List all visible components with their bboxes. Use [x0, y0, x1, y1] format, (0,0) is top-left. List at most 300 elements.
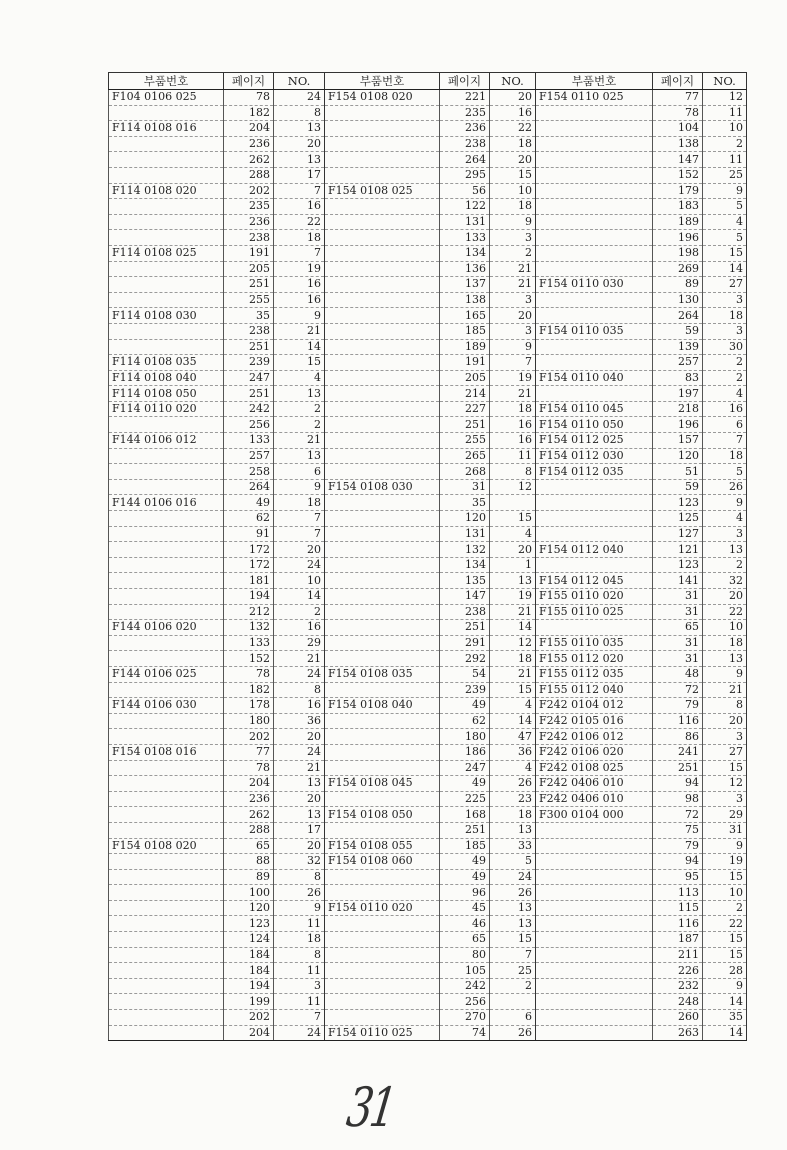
page-cell: 74 — [440, 1025, 490, 1041]
page-cell: 238 — [224, 230, 274, 246]
part-number-cell — [109, 963, 224, 979]
no-cell: 3 — [703, 526, 747, 542]
page-cell: 83 — [653, 370, 703, 386]
table-row — [109, 666, 747, 682]
table-row — [109, 417, 747, 433]
no-cell: 12 — [703, 776, 747, 792]
page-cell: 147 — [653, 152, 703, 168]
part-number-cell — [109, 136, 224, 152]
part-number-cell — [536, 900, 653, 916]
no-cell: 24 — [274, 744, 325, 760]
no-cell: 20 — [490, 90, 536, 106]
page-cell: 238 — [224, 323, 274, 339]
page-cell: 51 — [653, 464, 703, 480]
table-row — [109, 542, 747, 558]
page-cell: 265 — [440, 448, 490, 464]
page-cell: 31 — [653, 635, 703, 651]
part-number-cell — [536, 339, 653, 355]
part-number-cell — [325, 277, 440, 293]
page-cell: 270 — [440, 1010, 490, 1026]
part-number-cell: F104 0106 025 — [109, 90, 224, 106]
part-number-cell — [536, 978, 653, 994]
no-cell: 6 — [703, 417, 747, 433]
no-cell: 24 — [490, 869, 536, 885]
part-number-cell — [325, 791, 440, 807]
no-cell: 15 — [703, 869, 747, 885]
no-cell: 20 — [703, 713, 747, 729]
page-cell: 89 — [224, 869, 274, 885]
no-cell: 10 — [703, 885, 747, 901]
part-number-cell — [325, 261, 440, 277]
page-cell: 191 — [224, 245, 274, 261]
part-number-cell — [325, 557, 440, 573]
table-row — [109, 1025, 747, 1041]
page-cell: 96 — [440, 885, 490, 901]
table-row — [109, 386, 747, 402]
part-number-cell: F154 0112 035 — [536, 464, 653, 480]
part-number-cell — [536, 947, 653, 963]
no-cell: 32 — [703, 573, 747, 589]
no-cell: 26 — [490, 776, 536, 792]
page-cell: 255 — [224, 292, 274, 308]
no-cell: 21 — [274, 433, 325, 449]
page-cell: 239 — [224, 355, 274, 371]
table-row — [109, 183, 747, 199]
page-cell: 78 — [224, 90, 274, 106]
no-cell: 15 — [703, 932, 747, 948]
part-number-cell: F144 0106 016 — [109, 495, 224, 511]
part-number-cell: F154 0108 040 — [325, 698, 440, 714]
page-cell: 122 — [440, 199, 490, 215]
no-cell: 8 — [490, 464, 536, 480]
page-cell: 77 — [653, 90, 703, 106]
page-cell: 31 — [653, 651, 703, 667]
part-number-cell — [325, 994, 440, 1010]
page-cell: 226 — [653, 963, 703, 979]
part-number-cell — [109, 635, 224, 651]
part-number-cell — [536, 854, 653, 870]
page-cell: 214 — [440, 386, 490, 402]
part-number-cell: F154 0108 055 — [325, 838, 440, 854]
page-cell: 256 — [224, 417, 274, 433]
part-number-cell: F154 0110 025 — [325, 1025, 440, 1041]
header-no-3: NO. — [703, 73, 747, 90]
no-cell: 21 — [490, 666, 536, 682]
no-cell: 7 — [490, 355, 536, 371]
part-number-cell — [109, 479, 224, 495]
page-cell: 241 — [653, 744, 703, 760]
page-cell: 183 — [653, 199, 703, 215]
no-cell: 20 — [274, 838, 325, 854]
no-cell: 22 — [490, 121, 536, 137]
part-number-cell — [325, 214, 440, 230]
page-cell: 269 — [653, 261, 703, 277]
header-page-3: 페이지 — [653, 73, 703, 90]
part-number-cell — [325, 978, 440, 994]
page-cell: 77 — [224, 744, 274, 760]
no-cell: 8 — [274, 947, 325, 963]
page-cell: 95 — [653, 869, 703, 885]
no-cell: 15 — [490, 932, 536, 948]
part-number-cell: F154 0112 025 — [536, 433, 653, 449]
table-row — [109, 573, 747, 589]
page-cell: 31 — [653, 589, 703, 605]
page-cell: 56 — [440, 183, 490, 199]
page-cell: 46 — [440, 916, 490, 932]
part-number-cell — [325, 869, 440, 885]
header-part-number-2: 부품번호 — [325, 73, 440, 90]
part-number-cell — [109, 323, 224, 339]
part-number-cell — [325, 199, 440, 215]
no-cell: 20 — [703, 589, 747, 605]
part-number-cell — [109, 854, 224, 870]
no-cell: 36 — [274, 713, 325, 729]
part-number-cell: F154 0108 050 — [325, 807, 440, 823]
part-number-cell — [325, 136, 440, 152]
page-cell: 260 — [653, 1010, 703, 1026]
page-cell: 137 — [440, 277, 490, 293]
part-number-cell — [536, 230, 653, 246]
table-row — [109, 776, 747, 792]
part-number-cell — [536, 1025, 653, 1041]
part-number-cell: F154 0108 045 — [325, 776, 440, 792]
page-cell: 115 — [653, 900, 703, 916]
header-row — [109, 73, 747, 90]
part-number-cell — [109, 947, 224, 963]
part-number-cell — [109, 542, 224, 558]
page-cell: 172 — [224, 542, 274, 558]
part-number-cell: F154 0108 025 — [325, 183, 440, 199]
no-cell: 31 — [703, 822, 747, 838]
table-row — [109, 760, 747, 776]
part-number-cell — [325, 573, 440, 589]
no-cell: 13 — [490, 822, 536, 838]
no-cell: 26 — [490, 885, 536, 901]
page-cell: 86 — [653, 729, 703, 745]
page-cell: 196 — [653, 230, 703, 246]
page-cell: 134 — [440, 557, 490, 573]
part-number-cell — [536, 152, 653, 168]
page-cell: 251 — [440, 620, 490, 636]
no-cell: 15 — [490, 682, 536, 698]
table-row — [109, 511, 747, 527]
part-number-cell — [109, 230, 224, 246]
page-cell: 72 — [653, 682, 703, 698]
page-cell: 141 — [653, 573, 703, 589]
page-cell: 205 — [224, 261, 274, 277]
no-cell: 18 — [703, 635, 747, 651]
no-cell: 17 — [274, 822, 325, 838]
no-cell: 26 — [490, 1025, 536, 1041]
part-number-cell — [325, 105, 440, 121]
page-cell: 182 — [224, 105, 274, 121]
no-cell: 12 — [490, 479, 536, 495]
part-number-cell: F144 0106 012 — [109, 433, 224, 449]
page-cell: 251 — [224, 339, 274, 355]
part-number-cell — [325, 245, 440, 261]
part-number-cell — [325, 323, 440, 339]
page-cell: 168 — [440, 807, 490, 823]
no-cell: 18 — [490, 199, 536, 215]
no-cell: 5 — [490, 854, 536, 870]
page-cell: 251 — [440, 417, 490, 433]
part-number-cell — [325, 417, 440, 433]
page-cell: 235 — [224, 199, 274, 215]
page-cell: 49 — [440, 869, 490, 885]
table-row — [109, 136, 747, 152]
page-cell: 138 — [440, 292, 490, 308]
page-cell: 242 — [224, 401, 274, 417]
part-number-cell: F114 0108 025 — [109, 245, 224, 261]
no-cell: 13 — [703, 651, 747, 667]
part-number-cell: F242 0104 012 — [536, 698, 653, 714]
part-number-cell — [109, 900, 224, 916]
table-row — [109, 152, 747, 168]
part-number-cell — [109, 822, 224, 838]
page-cell: 123 — [224, 916, 274, 932]
page-cell: 132 — [440, 542, 490, 558]
part-number-cell: F114 0108 016 — [109, 121, 224, 137]
part-number-cell: F154 0110 050 — [536, 417, 653, 433]
no-cell: 4 — [274, 370, 325, 386]
page-cell: 251 — [440, 822, 490, 838]
table-row — [109, 526, 747, 542]
part-number-cell — [109, 604, 224, 620]
no-cell: 14 — [490, 713, 536, 729]
part-number-cell — [325, 230, 440, 246]
page-cell: 157 — [653, 433, 703, 449]
no-cell: 20 — [274, 791, 325, 807]
no-cell: 2 — [703, 900, 747, 916]
no-cell: 22 — [274, 214, 325, 230]
no-cell: 20 — [490, 308, 536, 324]
part-number-cell — [325, 401, 440, 417]
page-cell: 238 — [440, 604, 490, 620]
page-cell: 194 — [224, 589, 274, 605]
part-number-cell: F154 0110 035 — [536, 323, 653, 339]
page-cell: 212 — [224, 604, 274, 620]
no-cell: 3 — [274, 978, 325, 994]
part-number-cell — [325, 526, 440, 542]
no-cell: 36 — [490, 744, 536, 760]
part-number-cell — [536, 838, 653, 854]
no-cell: 35 — [703, 1010, 747, 1026]
no-cell: 10 — [274, 573, 325, 589]
page-cell: 62 — [440, 713, 490, 729]
no-cell: 11 — [274, 963, 325, 979]
page-cell: 31 — [653, 604, 703, 620]
no-cell: 9 — [703, 666, 747, 682]
part-number-cell — [109, 994, 224, 1010]
table-row — [109, 401, 747, 417]
page-cell: 251 — [224, 386, 274, 402]
no-cell: 13 — [703, 542, 747, 558]
no-cell: 14 — [490, 620, 536, 636]
no-cell: 14 — [274, 589, 325, 605]
no-cell: 19 — [703, 854, 747, 870]
no-cell: 9 — [274, 308, 325, 324]
page-cell: 65 — [224, 838, 274, 854]
no-cell: 2 — [490, 245, 536, 261]
page-cell: 130 — [653, 292, 703, 308]
part-number-cell — [325, 292, 440, 308]
part-number-cell — [325, 885, 440, 901]
no-cell: 18 — [703, 448, 747, 464]
no-cell: 21 — [490, 604, 536, 620]
part-number-cell — [109, 573, 224, 589]
part-number-cell — [536, 245, 653, 261]
no-cell: 16 — [274, 277, 325, 293]
no-cell: 24 — [274, 90, 325, 106]
page-cell: 152 — [653, 167, 703, 183]
part-number-cell: F155 0110 025 — [536, 604, 653, 620]
part-number-cell: F155 0112 035 — [536, 666, 653, 682]
part-number-cell: F144 0106 020 — [109, 620, 224, 636]
page-cell: 263 — [653, 1025, 703, 1041]
no-cell: 12 — [490, 635, 536, 651]
page-cell: 262 — [224, 152, 274, 168]
no-cell: 6 — [274, 464, 325, 480]
no-cell: 3 — [490, 323, 536, 339]
no-cell: 4 — [703, 511, 747, 527]
table-row — [109, 167, 747, 183]
no-cell: 3 — [703, 292, 747, 308]
page-cell: 116 — [653, 713, 703, 729]
part-number-cell — [536, 557, 653, 573]
table-row — [109, 433, 747, 449]
no-cell: 2 — [703, 136, 747, 152]
page-cell: 238 — [440, 136, 490, 152]
no-cell: 15 — [274, 355, 325, 371]
page-cell: 182 — [224, 682, 274, 698]
page-cell: 134 — [440, 245, 490, 261]
page-cell: 186 — [440, 744, 490, 760]
no-cell: 22 — [703, 604, 747, 620]
no-cell: 18 — [703, 308, 747, 324]
no-cell: 13 — [274, 448, 325, 464]
page-cell: 113 — [653, 885, 703, 901]
part-number-cell — [325, 511, 440, 527]
page-cell: 180 — [440, 729, 490, 745]
no-cell: 5 — [703, 199, 747, 215]
part-number-cell — [109, 869, 224, 885]
part-number-cell: F242 0106 012 — [536, 729, 653, 745]
header-page-2: 페이지 — [440, 73, 490, 90]
no-cell: 11 — [490, 448, 536, 464]
page-cell: 178 — [224, 698, 274, 714]
table-row — [109, 947, 747, 963]
no-cell: 16 — [274, 698, 325, 714]
no-cell: 9 — [274, 900, 325, 916]
part-number-cell — [325, 620, 440, 636]
page-cell: 72 — [653, 807, 703, 823]
no-cell: 21 — [490, 261, 536, 277]
part-number-cell — [325, 386, 440, 402]
no-cell: 19 — [490, 589, 536, 605]
table-row — [109, 199, 747, 215]
page-cell: 123 — [653, 495, 703, 511]
no-cell: 18 — [490, 807, 536, 823]
no-cell: 9 — [703, 978, 747, 994]
part-number-cell: F114 0108 050 — [109, 386, 224, 402]
table-row — [109, 339, 747, 355]
page-cell: 94 — [653, 776, 703, 792]
page-cell: 120 — [224, 900, 274, 916]
part-number-cell — [536, 511, 653, 527]
no-cell: 16 — [274, 199, 325, 215]
page-cell: 291 — [440, 635, 490, 651]
no-cell: 21 — [274, 323, 325, 339]
page-cell: 88 — [224, 854, 274, 870]
header-part-number-3: 부품번호 — [536, 73, 653, 90]
page-cell: 257 — [653, 355, 703, 371]
page-cell: 120 — [653, 448, 703, 464]
page-cell: 236 — [224, 791, 274, 807]
no-cell: 21 — [490, 386, 536, 402]
part-number-cell — [109, 807, 224, 823]
page-cell: 232 — [653, 978, 703, 994]
part-number-cell — [109, 152, 224, 168]
page-cell: 127 — [653, 526, 703, 542]
page-cell: 295 — [440, 167, 490, 183]
no-cell: 8 — [274, 682, 325, 698]
no-cell: 16 — [274, 620, 325, 636]
part-number-cell — [109, 682, 224, 698]
table-row — [109, 370, 747, 386]
part-number-cell — [325, 121, 440, 137]
table-row — [109, 651, 747, 667]
no-cell: 28 — [703, 963, 747, 979]
no-cell: 24 — [274, 1025, 325, 1041]
no-cell: 1 — [490, 557, 536, 573]
table-row — [109, 245, 747, 261]
page-cell: 257 — [224, 448, 274, 464]
part-number-cell — [325, 635, 440, 651]
no-cell: 4 — [703, 214, 747, 230]
part-number-cell — [536, 822, 653, 838]
page-cell: 89 — [653, 277, 703, 293]
part-number-cell: F154 0110 020 — [325, 900, 440, 916]
page-cell: 251 — [224, 277, 274, 293]
part-number-cell — [536, 885, 653, 901]
no-cell: 14 — [703, 261, 747, 277]
table-row — [109, 916, 747, 932]
no-cell: 7 — [703, 433, 747, 449]
no-cell: 6 — [490, 1010, 536, 1026]
page-cell: 116 — [653, 916, 703, 932]
page-cell: 49 — [440, 776, 490, 792]
no-cell: 10 — [703, 121, 747, 137]
page-cell: 202 — [224, 183, 274, 199]
page-cell: 78 — [224, 666, 274, 682]
page-cell: 202 — [224, 729, 274, 745]
page-cell: 198 — [653, 245, 703, 261]
no-cell: 25 — [490, 963, 536, 979]
table-row — [109, 963, 747, 979]
page-cell: 135 — [440, 573, 490, 589]
part-number-cell — [325, 713, 440, 729]
no-cell: 13 — [490, 916, 536, 932]
page-cell: 132 — [224, 620, 274, 636]
part-number-cell: F114 0108 020 — [109, 183, 224, 199]
part-number-cell — [325, 604, 440, 620]
part-number-cell — [536, 526, 653, 542]
page-cell: 236 — [224, 214, 274, 230]
part-number-cell — [536, 308, 653, 324]
part-number-cell: F155 0112 040 — [536, 682, 653, 698]
part-number-cell: F242 0105 016 — [536, 713, 653, 729]
table-row — [109, 869, 747, 885]
